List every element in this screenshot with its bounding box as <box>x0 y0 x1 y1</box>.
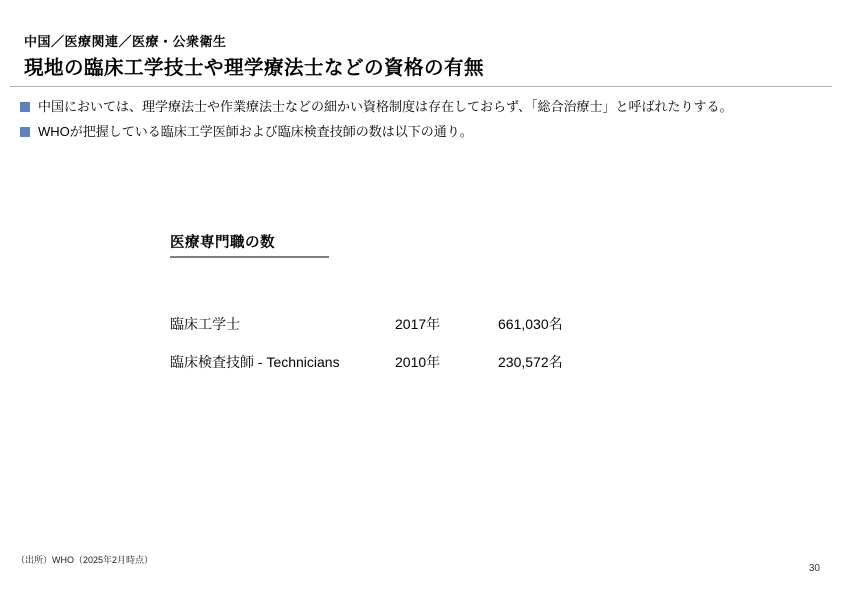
page-number: 30 <box>808 563 820 574</box>
source-note: （出所）WHO（2025年2月時点） <box>16 555 154 565</box>
table-row <box>170 352 608 390</box>
breadcrumb: 中国／医療関連／医療・公衆衛生 <box>24 34 227 49</box>
row-count: 661,030名 <box>498 316 563 332</box>
row-label: 臨床工学士 <box>170 316 240 332</box>
bullet-square-icon <box>20 102 30 112</box>
bullet-item <box>20 99 830 115</box>
section-heading: 医療専門職の数 <box>170 235 275 251</box>
table-row <box>170 314 608 352</box>
bullet-square-icon <box>20 127 30 137</box>
row-year: 2017年 <box>395 316 441 332</box>
row-count: 230,572名 <box>498 354 563 370</box>
row-year: 2010年 <box>395 354 441 370</box>
section-heading-underline <box>170 256 329 258</box>
bullet-text: 中国においては、理学療法士や作業療法士などの細かい資格制度は存在しておらず、「総合治療士」と呼ばれたりする。 <box>38 99 733 114</box>
bullet-item <box>20 124 830 140</box>
title-divider <box>10 86 832 87</box>
row-label: 臨床検査技師 - Technicians <box>170 354 340 370</box>
page-title: 現地の臨床工学技士や理学療法士などの資格の有無 <box>24 57 485 79</box>
bullet-text: WHOが把握している臨床工学医師および臨床検査技師の数は以下の通り。 <box>38 124 473 139</box>
bullet-list <box>20 99 830 149</box>
stats-table <box>170 314 608 390</box>
